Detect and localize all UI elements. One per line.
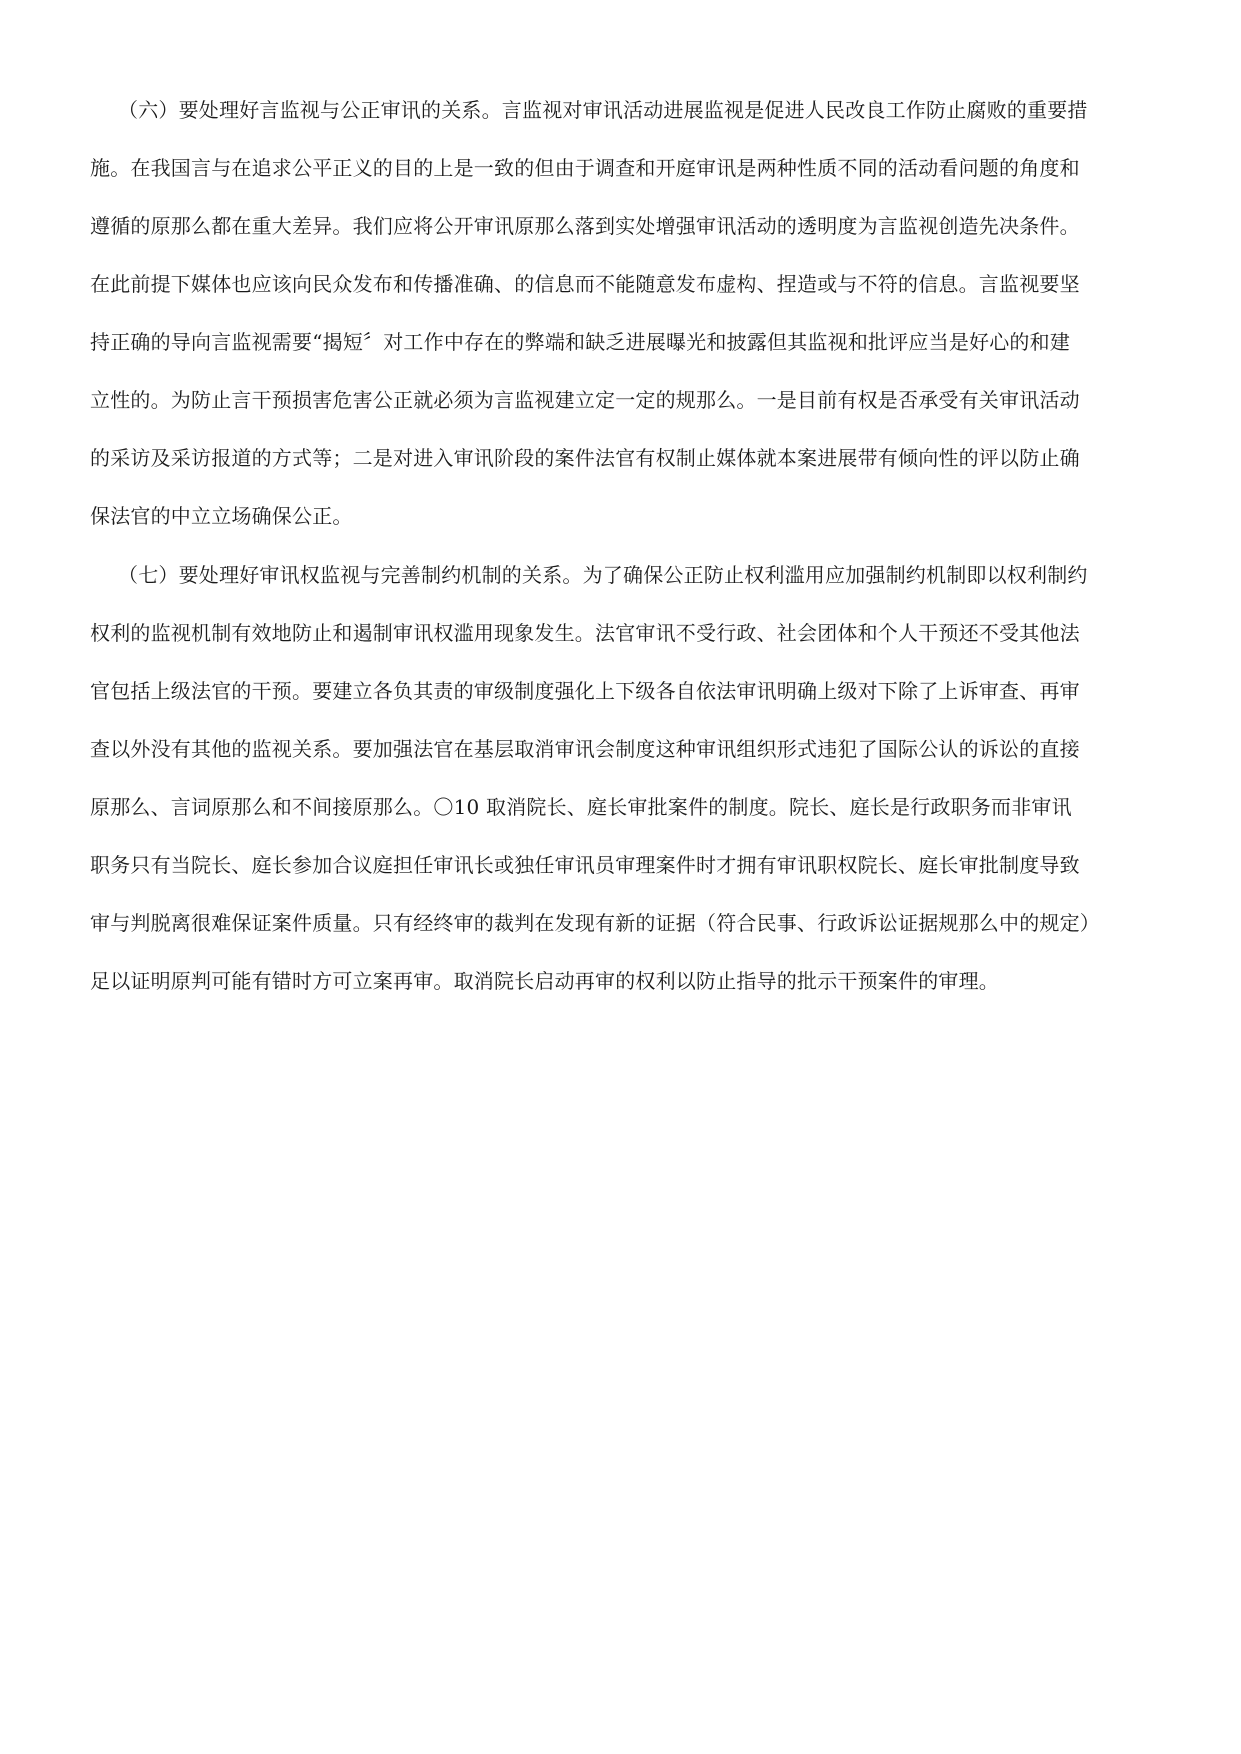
- paragraph-line: （六）要处理好言监视与公正审讯的关系。言监视对审讯活动进展监视是促进人民改良工作防止腐败的重要措: [118, 98, 1088, 122]
- paragraph-line: 立性的。为防止言干预损害危害公正就必须为言监视建立定一定的规那么。一是目前有权是否承受有关审讯活动: [90, 388, 1080, 412]
- paragraph-line: 官包括上级法官的干预。要建立各负其责的审级制度强化上下级各自依法审讯明确上级对下除了上诉审查、再审: [90, 679, 1080, 703]
- paragraph-line: （七）要处理好审讯权监视与完善制约机制的关系。为了确保公正防止权利滥用应加强制约机制即以权利制约: [118, 563, 1088, 587]
- paragraph-line: 在此前提下媒体也应该向民众发布和传播准确、的信息而不能随意发布虚构、捏造或与不符的信息。言监视要坚: [90, 272, 1080, 296]
- paragraph-line: 职务只有当院长、庭长参加合议庭担任审讯长或独任审讯员审理案件时才拥有审讯职权院长、庭长审批制度导致: [90, 853, 1080, 877]
- paragraph-line: 施。在我国言与在追求公平正义的目的上是一致的但由于调查和开庭审讯是两种性质不同的活动看问题的角度和: [90, 156, 1080, 180]
- paragraph-line: 保法官的中立立场确保公正。: [90, 504, 353, 528]
- paragraph-line: 持正确的导向言监视需要“揭短〞对工作中存在的弊端和缺乏进展曝光和披露但其监视和批评应当是好心的和建: [90, 330, 1071, 354]
- paragraph-line: 权利的监视机制有效地防止和遏制审讯权滥用现象发生。法官审讯不受行政、社会团体和个人干预还不受其他法: [90, 621, 1080, 645]
- paragraph-line: 遵循的原那么都在重大差异。我们应将公开审讯原那么落到实处增强审讯活动的透明度为言监视创造先决条件。: [90, 214, 1080, 238]
- paragraph-line: 查以外没有其他的监视关系。要加强法官在基层取消审讯会制度这种审讯组织形式违犯了国际公认的诉讼的直接: [90, 737, 1080, 761]
- paragraph-line: 审与判脱离很难保证案件质量。只有经终审的裁判在发现有新的证据（符合民事、行政诉讼证据规那么中的规定）: [90, 911, 1100, 935]
- paragraph-line: 的采访及采访报道的方式等；二是对进入审讯阶段的案件法官有权制止媒体就本案进展带有倾向性的评以防止确: [90, 446, 1080, 470]
- paragraph-line: 原那么、言词原那么和不间接原那么。〇10 取消院长、庭长审批案件的制度。院长、庭长是行政职务而非审讯: [90, 795, 1072, 819]
- paragraph-line: 足以证明原判可能有错时方可立案再审。取消院长启动再审的权利以防止指导的批示干预案件的审理。: [90, 969, 999, 993]
